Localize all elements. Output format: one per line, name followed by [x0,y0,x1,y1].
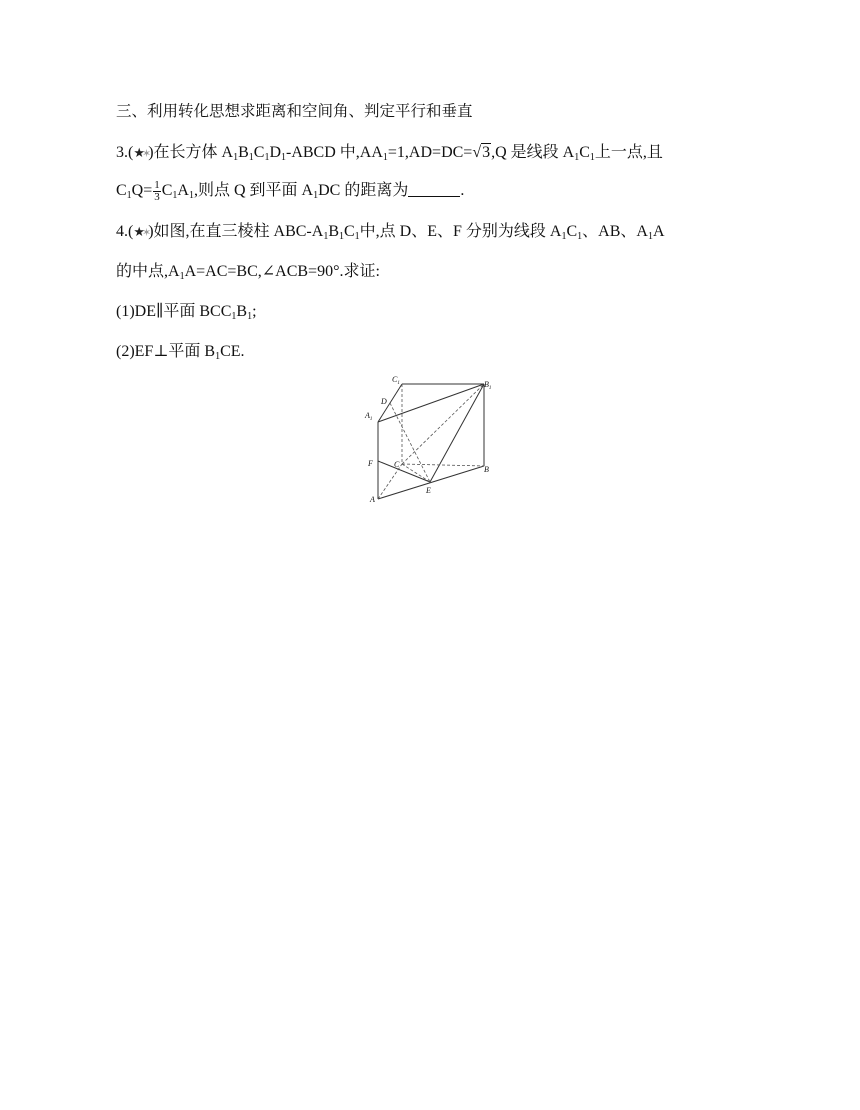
q3-line-1: 3.(★✶)在长方体 $A_1B_1C_1D_1$-ABCD 中$,AA_1=1,AD=DC=√3,Q$ 是线段 $A_1C_1$上一点,且 [116,144,663,163]
label-b: B [484,465,489,474]
hidden-edge-a-c [378,464,402,499]
q4-part-2: (2)EF⊥平面 $B_1CE$. [116,343,245,362]
answer-blank [408,182,460,197]
label-a: A [370,495,375,504]
difficulty-star-icon: ★✶ [133,145,149,160]
label-a1: $A_1$ [365,411,373,422]
q3-line-2: $C_1Q=$ $\frac{1}{3}$ $C_1A_1$,则点 Q 到平面 $A_1DC$ 的距离为 . [116,179,465,203]
label-b1: $B_1$ [484,380,492,391]
edge-a-b [378,466,484,499]
label-f: F [368,459,373,468]
prism-figure [360,372,500,508]
label-c1: $C_1$ [392,375,400,386]
hidden-segment-c-e [402,464,430,482]
fraction-one-third: $\frac{1}{3}$ [154,179,160,203]
q4-part-1: (1)DE∥平面 $BCC_1B_1$; [116,303,257,322]
hidden-edge-c-b [402,464,484,466]
label-d: D [381,397,387,406]
section-heading: 三、利用转化思想求距离和空间角、判定平行和垂直 [116,102,473,120]
label-e: E [426,486,431,495]
edge-a1-b1 [378,384,484,422]
q4-line-1: 4.(★✶)如图,在直三棱柱 ABC-$A_1B_1C_1$中,点 D、E、F 分别为线段 $A_1C_1$、AB、$A_1A$ [116,223,665,242]
segment-b1-e [430,384,484,482]
sqrt-three: √3 [472,144,491,161]
difficulty-star-icon: ★✶ [133,224,149,239]
q4-line-2: 的中点$,A_1A=AC=BC,\angle ACB=90^\circ$.求证: [116,263,380,282]
label-c: C [394,460,400,469]
hidden-segment-c-b1 [402,384,484,464]
